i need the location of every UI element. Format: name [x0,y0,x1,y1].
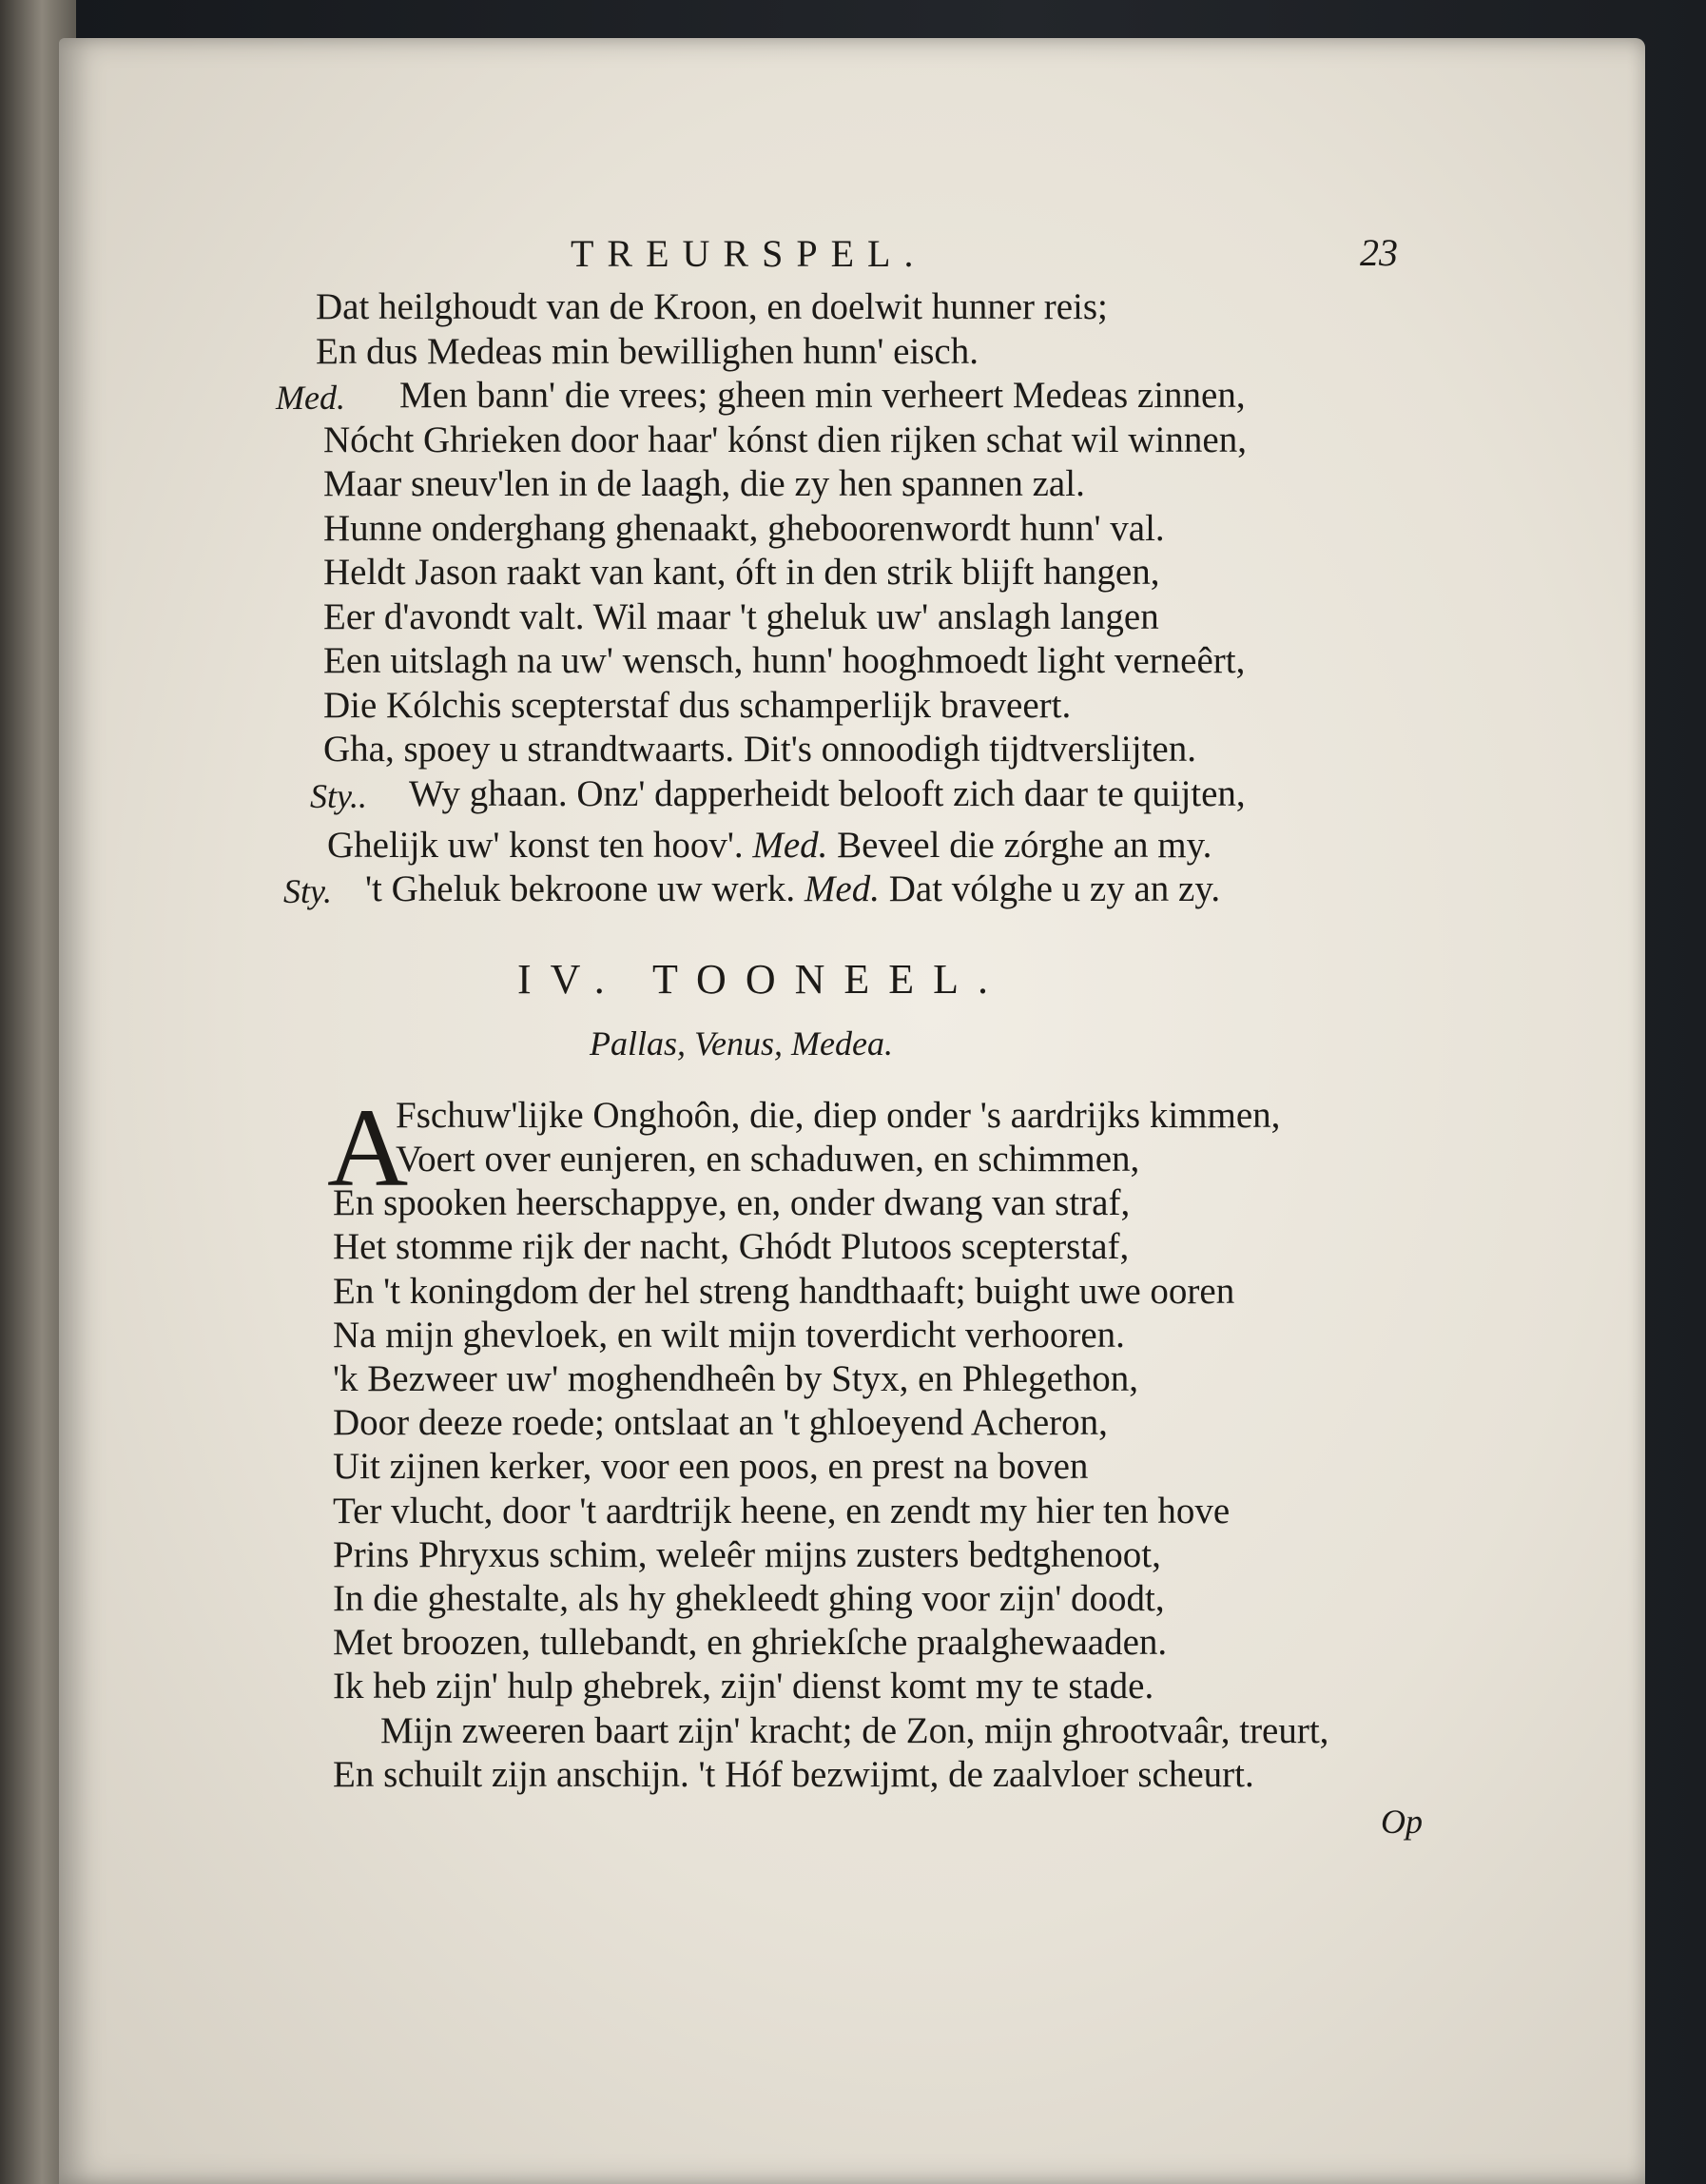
dialogue-line: Men bann' die vrees; gheen min verheert Medeas zinnen, [399,375,1246,416]
verse-line: En spooken heerschappye, en, onder dwang van straf, [333,1182,1131,1223]
split-line-1-text-b: Beveel die zórghe an my. [837,825,1212,866]
verse-line: 'k Bezweer uw' moghendheên by Styx, en Phlegethon, [333,1358,1138,1399]
verse-line: En 't koningdom der hel streng handthaaft; buight uwe ooren [333,1271,1235,1312]
split-line-2-text-b: Dat vólghe u zy an zy. [888,868,1221,909]
drop-cap: A [327,1085,409,1210]
dialogue-line: Eer d'avondt valt. Wil maar 't gheluk uw' anslagh langen [323,596,1159,637]
running-head: TREURSPEL. [571,232,927,275]
speaker-label: Sty.. [310,777,367,815]
dialogue-line: Dat heilghoudt van de Kroon, en doelwit hunner reis; [316,286,1108,327]
dialogue-line: Nócht Ghrieken door haar' kónst dien rijken schat wil winnen, [323,419,1247,460]
scene-heading: IV. TOONEEL. [517,956,1007,1003]
dialogue-line: Een uitslagh na uw' wensch, hunn' hooghmoedt light verneêrt, [323,640,1246,681]
verse-line: Ter vlucht, door 't aardtrijk heene, en zendt my hier ten hove [333,1491,1231,1531]
split-line-1-text-a: Ghelijk uw' konst ten hoov'. [327,825,744,866]
catchword: Op [1381,1803,1423,1841]
verse-line: Prins Phryxus schim, weleêr mijns zusters bedtghenoot, [333,1534,1161,1575]
split-line-2-text-a: 't Gheluk bekroone uw werk. [365,868,796,909]
speaker-label: Med. [276,379,345,417]
dialogue-line: Wy ghaan. Onz' dapperheidt belooft zich daar te quijten, [409,773,1246,814]
speaker-label: Sty. [283,872,332,910]
verse-line: Met broozen, tullebandt, en ghriekſche praalghewaaden. [333,1622,1168,1663]
verse-line: En schuilt zijn anschijn. 't Hóf bezwijmt, de zaalvloer scheurt. [333,1754,1254,1795]
dialogue-line: Gha, spoey u strandtwaarts. Dit's onnoodigh tijdtverslijten. [323,729,1196,770]
page-number: 23 [1360,231,1398,274]
split-line-1 [327,824,1212,867]
dialogue-line: Hunne onderghang ghenaakt, gheboorenwordt hunn' val. [323,508,1165,549]
character-list: Pallas, Venus, Medea. [590,1024,893,1063]
verse-line: Het stomme rijk der nacht, Ghódt Plutoos scepterstaf, [333,1226,1130,1267]
verse-line: Voert over eunjeren, en schaduwen, en schimmen, [396,1139,1140,1180]
verse-line: In die ghestalte, als hy ghekleedt ghing voor zijn' doodt, [333,1578,1165,1619]
speaker-label: Med. [752,825,828,866]
speaker-label: Med. [804,868,880,909]
dialogue-line: Heldt Jason raakt van kant, óft in den strik blijft hangen, [323,552,1160,593]
dialogue-line: En dus Medeas min bewillighen hunn' eisch. [316,331,979,372]
verse-line: Ik heb zijn' hulp ghebrek, zijn' dienst komt my te stade. [333,1666,1154,1706]
verse-line: Uit zijnen kerker, voor een poos, en prest na boven [333,1446,1089,1487]
verse-line: Na mijn ghevloek, en wilt mijn toverdicht verhooren. [333,1315,1125,1355]
dialogue-line: Die Kólchis scepterstaf dus schamperlijk braveert. [323,685,1072,726]
dialogue-line: Maar sneuv'len in de laagh, die zy hen spannen zal. [323,463,1085,504]
verse-line-first: Fschuw'lijke Onghoôn, die, diep onder 's aardrijks kimmen, [396,1095,1281,1136]
split-line-2 [365,868,1220,910]
verse-line: Mijn zweeren baart zijn' kracht; de Zon, mijn ghrootvaâr, treurt, [380,1710,1329,1751]
verse-line: Door deeze roede; ontslaat an 't ghloeyend Acheron, [333,1402,1108,1443]
